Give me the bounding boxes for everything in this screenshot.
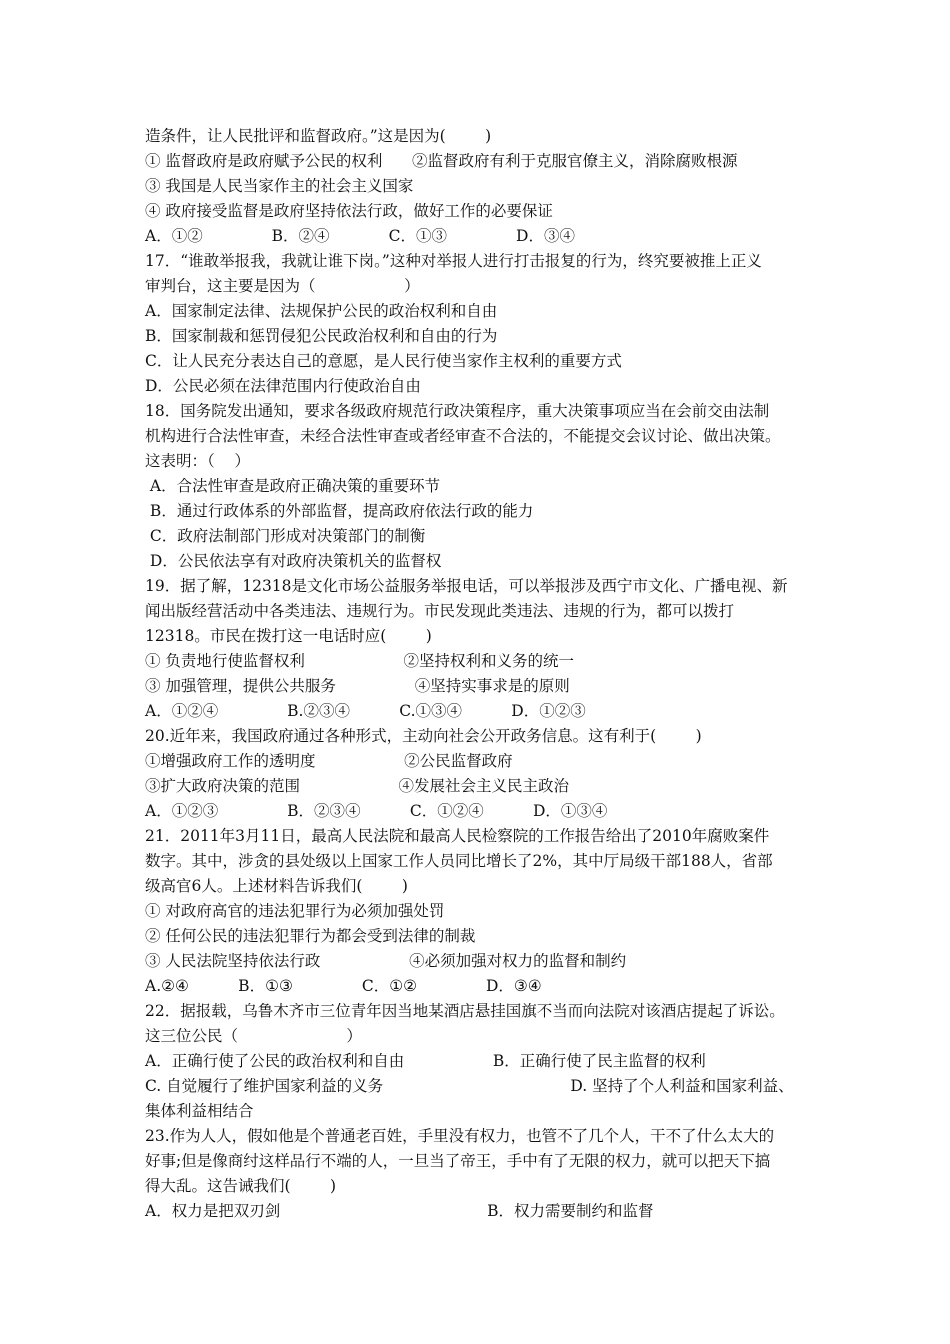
question-18: 18．国务院发出通知，要求各级政府规范行政决策程序，重大决策事项应当在会前交由法制 <box>145 402 770 420</box>
question-21: 21．2011年3月11日，最高人民法院和最高人民检察院的工作报告给出了2010年腐败案件 <box>145 827 770 845</box>
text-line: 这表明：（ ） <box>145 452 250 470</box>
text-line: ③ 加强管理，提供公共服务 ④坚持实事求是的原则 <box>145 677 570 695</box>
option-ab: A．权力是把双刃剑 B．权力需要制约和监督 <box>145 1202 654 1220</box>
text-line: 造条件，让人民批评和监督政府。”这是因为( ) <box>145 127 492 145</box>
option-a: A．国家制定法律、法规保护公民的政治权利和自由 <box>145 302 498 320</box>
option-c: C．让人民充分表达自己的意愿，是人民行使当家作主权利的重要方式 <box>145 352 622 370</box>
text-line: 这三位公民（ ） <box>145 1027 362 1045</box>
text-line: 好事;但是像商纣这样品行不端的人，一旦当了帝王，手中有了无限的权力，就可以把天下搞 <box>145 1152 771 1170</box>
option-a: A．合法性审查是政府正确决策的重要环节 <box>145 477 441 495</box>
question-22: 22．据报载，乌鲁木齐市三位青年因当地某酒店悬挂国旗不当而向法院对该酒店提起了诉讼。 <box>145 1002 785 1020</box>
text-line: ③ 我国是人民当家作主的社会主义国家 <box>145 177 414 195</box>
text-line: ① 监督政府是政府赋予公民的权利 ②监督政府有利于克服官僚主义，消除腐败根源 <box>145 152 738 170</box>
question-17: 17．“谁敢举报我，我就让谁下岗。”这种对举报人进行打击报复的行为，终究要被推上正义 <box>145 252 762 270</box>
question-19: 19．据了解，12318是文化市场公益服务举报电话，可以举报涉及西宁市文化、广播电视、新 <box>145 577 788 595</box>
text-line: ①增强政府工作的透明度 ②公民监督政府 <box>145 752 513 770</box>
option-b: B．国家制裁和惩罚侵犯公民政治权利和自由的行为 <box>145 327 498 345</box>
text-line: 机构进行合法性审查，未经合法性审查或者经审查不合法的，不能提交会议讨论、做出决策。 <box>145 427 781 445</box>
answer-options: A．①②③ B．②③④ C．①②④ D．①③④ <box>145 802 608 820</box>
text-line: ① 对政府高官的违法犯罪行为必须加强处罚 <box>145 902 445 920</box>
option-d: D．公民依法享有对政府决策机关的监督权 <box>145 552 442 570</box>
answer-options: A.②④ B．①③ C．①② D．③④ <box>145 977 542 995</box>
text-line: ② 任何公民的违法犯罪行为都会受到法律的制裁 <box>145 927 476 945</box>
question-23: 23.作为人人，假如他是个普通老百姓，手里没有权力，也管不了几个人，干不了什么太大的 <box>145 1127 775 1145</box>
text-line: ④ 政府接受监督是政府坚持依法行政，做好工作的必要保证 <box>145 202 553 220</box>
text-line: ③扩大政府决策的范围 ④发展社会主义民主政治 <box>145 777 570 795</box>
text-line: 级高官6人。上述材料告诉我们( ) <box>145 877 408 895</box>
text-line: 审判台，这主要是因为（ ） <box>145 277 420 295</box>
answer-options: A．①② B．②④ C．①③ D．③④ <box>145 227 575 245</box>
answer-options: A．①②④ B.②③④ C.①③④ D．①②③ <box>145 702 586 720</box>
question-20: 20.近年来，我国政府通过各种形式，主动向社会公开政务信息。这有利于( ) <box>145 727 702 745</box>
text-line: 闻出版经营活动中各类违法、违规行为。市民发现此类违法、违规的行为，都可以拨打 <box>145 602 735 620</box>
option-d: D．公民必须在法律范围内行使政治自由 <box>145 377 421 395</box>
option-cd: C. 自觉履行了维护国家利益的义务 D. 坚持了个人利益和国家利益、 <box>145 1077 794 1095</box>
text-line: 集体利益相结合 <box>145 1102 254 1120</box>
option-ab: A．正确行使了公民的政治权利和自由 B．正确行使了民主监督的权利 <box>145 1052 706 1070</box>
text-line: 12318。市民在拨打这一电话时应( ) <box>145 627 432 645</box>
option-c: C．政府法制部门形成对决策部门的制衡 <box>145 527 426 545</box>
text-line: ③ 人民法院坚持依法行政 ④必须加强对权力的监督和制约 <box>145 952 627 970</box>
text-line: 得大乱。这告诫我们( ) <box>145 1177 337 1195</box>
text-line: 数字。其中，涉贪的县处级以上国家工作人员同比增长了2%，其中厅局级干部188人，省部 <box>145 852 773 870</box>
option-b: B．通过行政体系的外部监督，提高政府依法行政的能力 <box>145 502 534 520</box>
text-line: ① 负责地行使监督权利 ②坚持权利和义务的统一 <box>145 652 574 670</box>
